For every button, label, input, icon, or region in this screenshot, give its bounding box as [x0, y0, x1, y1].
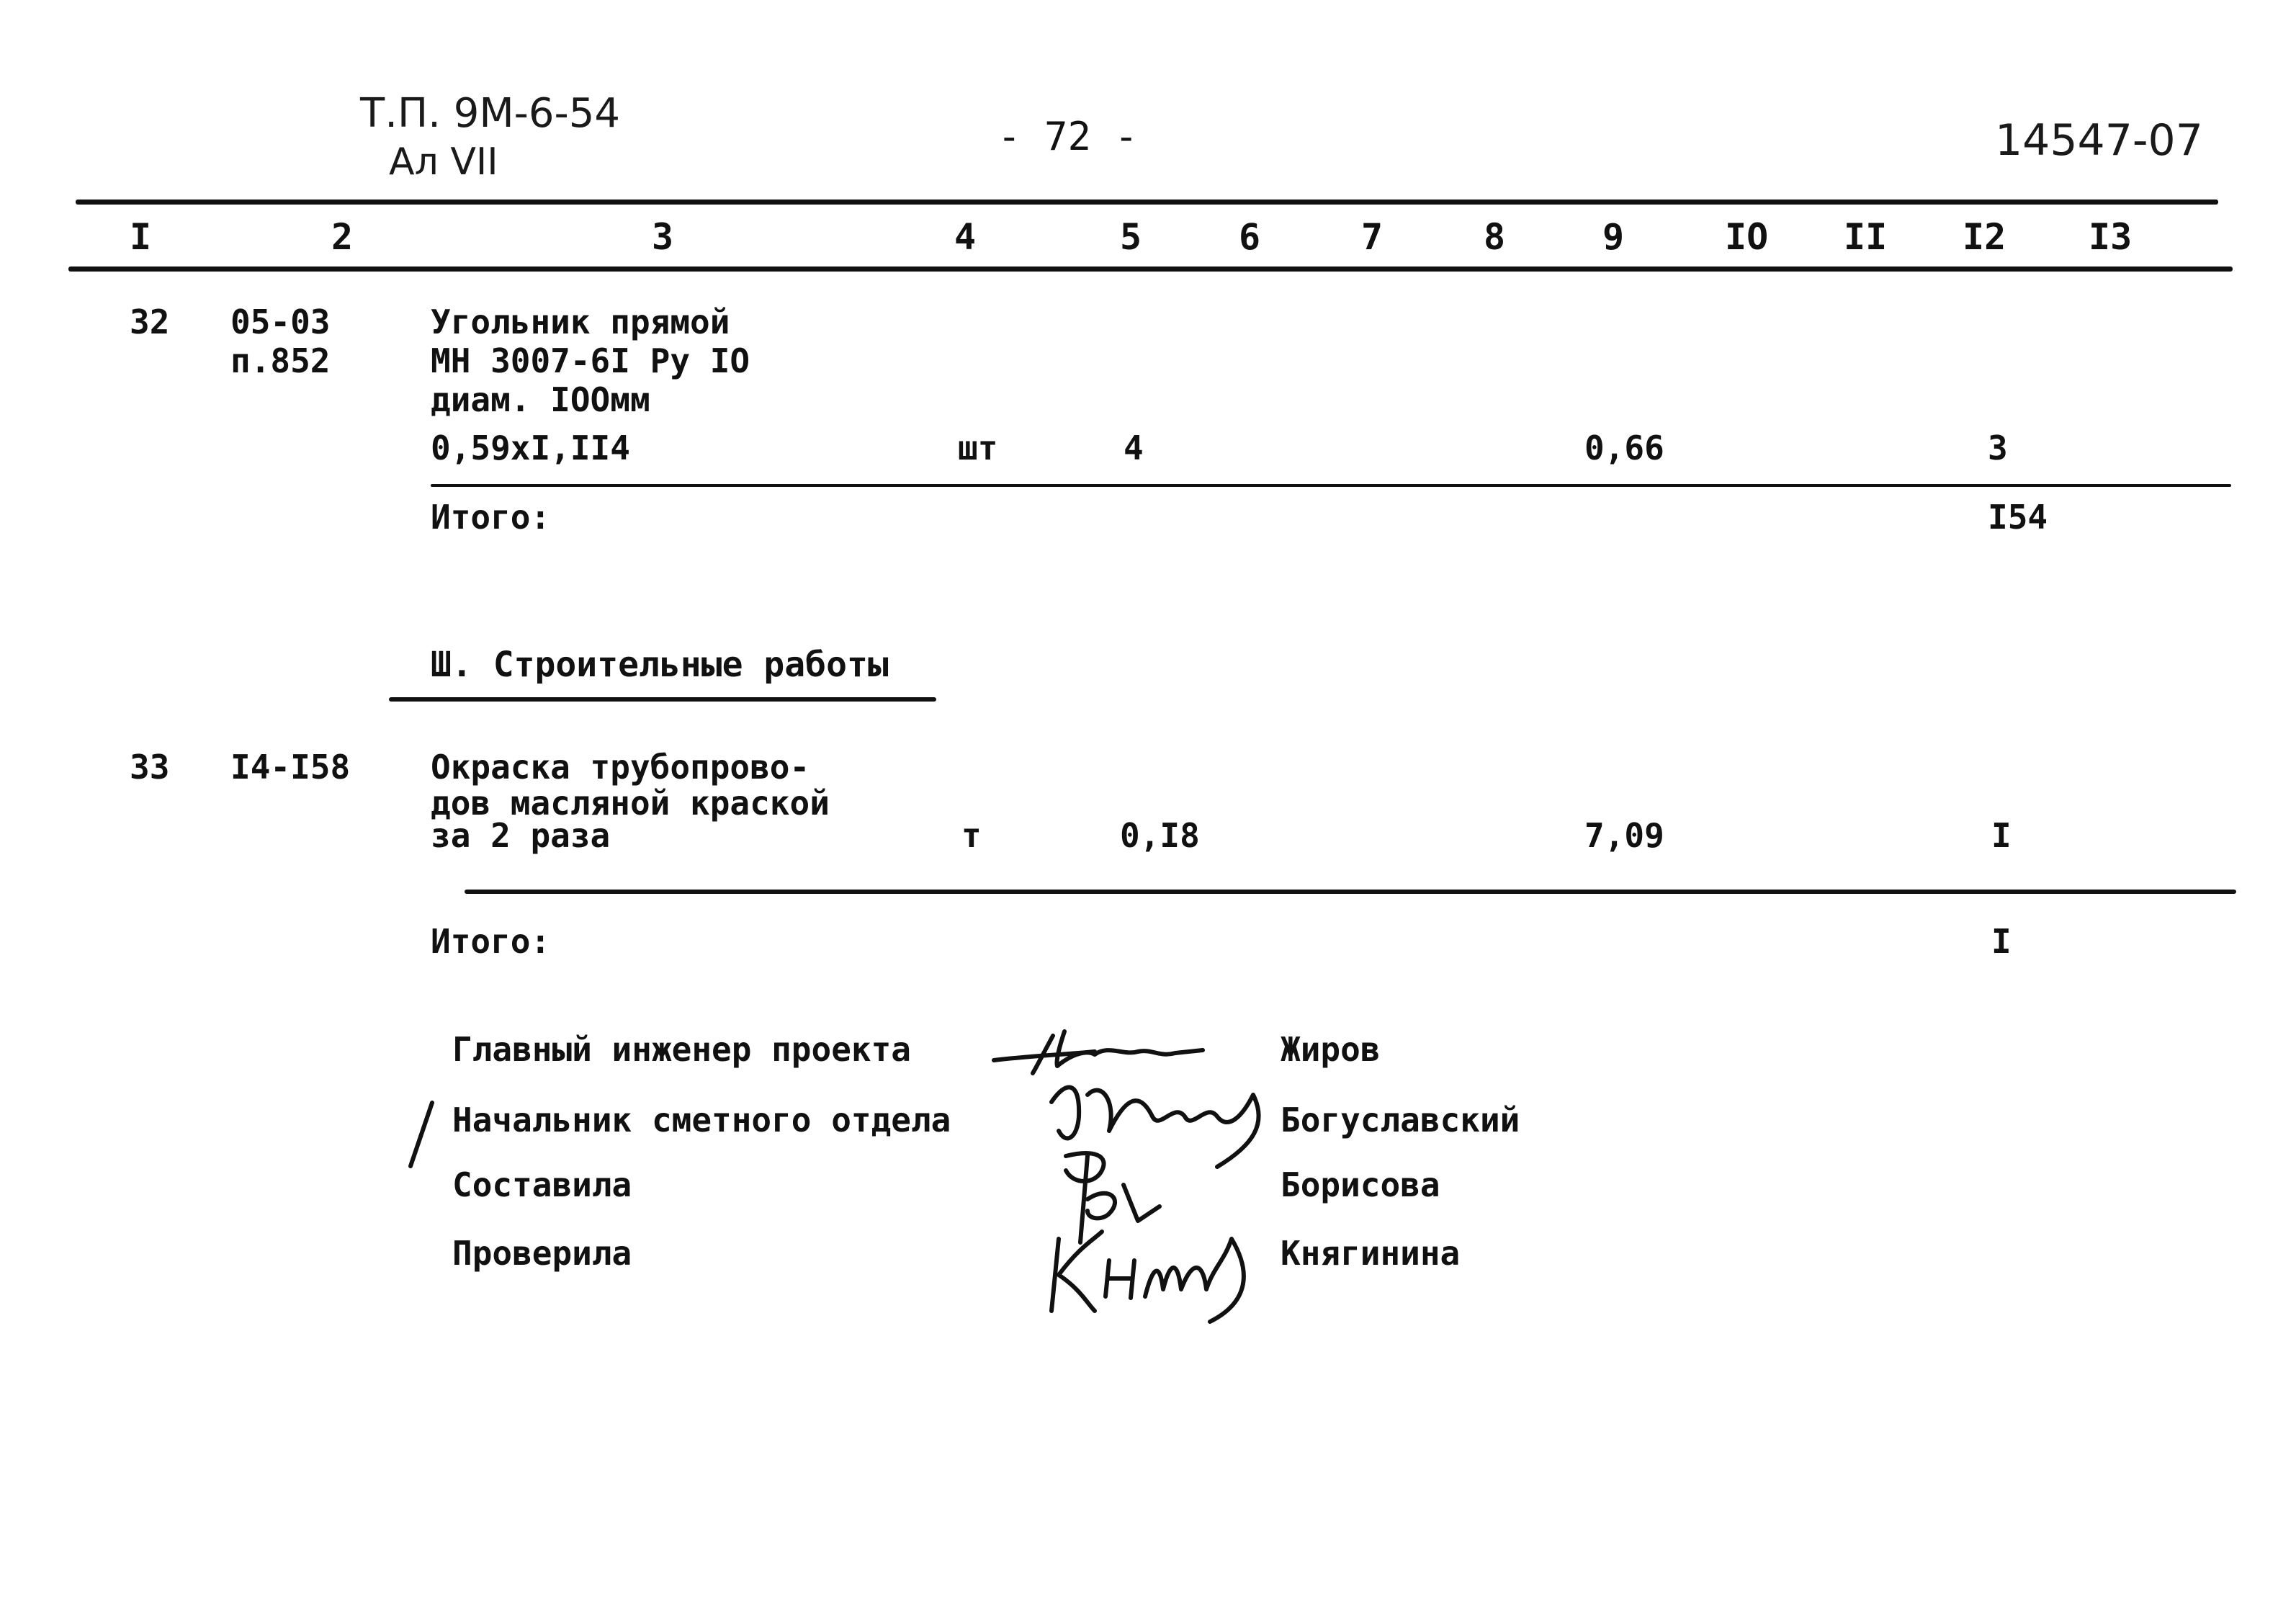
signer-name: Жиров [1281, 1030, 1381, 1069]
column-header: IO [1725, 216, 1769, 258]
price-cell: 7,09 [1584, 816, 1664, 855]
column-header: 7 [1361, 216, 1384, 258]
row-number: 32 [130, 303, 170, 341]
column-header: 2 [331, 216, 354, 258]
section-underline [389, 697, 936, 702]
row-number: 33 [130, 748, 170, 787]
album-number: Ал VII [389, 140, 498, 184]
margin-check-mark [403, 1098, 439, 1170]
header-bottom-rule [68, 266, 2233, 272]
column-header: 9 [1602, 216, 1625, 258]
item-description: Окраска трубопрово- [431, 748, 810, 787]
column-header: I [130, 216, 152, 258]
column-header: II [1844, 216, 1888, 258]
row-divider [431, 484, 2231, 487]
subtotal-label: Итого: [431, 498, 551, 537]
total-cell: I [1991, 816, 2012, 855]
item-description: МН 3007-6I Ру IO [431, 341, 750, 380]
quantity-cell: 0,I8 [1120, 816, 1200, 855]
total-cell: 3 [1988, 429, 2008, 467]
signature-reviewer [1037, 1217, 1275, 1325]
column-header: I2 [1963, 216, 2006, 258]
header-top-rule [76, 200, 2218, 205]
item-description: дов масляной краской [431, 784, 830, 823]
column-header: 4 [954, 216, 977, 258]
signer-name: Богуславский [1281, 1101, 1520, 1139]
signature-chief-engineer [987, 1023, 1224, 1080]
document-code: Т.П. 9М-6-54 [360, 90, 620, 137]
item-calculation: 0,59xI,II4 [431, 429, 630, 467]
price-cell: 0,66 [1584, 429, 1664, 467]
norm-code: 05-03 [230, 303, 331, 341]
subtotal-label: Итого: [431, 922, 551, 961]
archive-code: 14547-07 [1995, 115, 2203, 166]
section-title: Ш. Строительные работы [431, 645, 889, 685]
subtotal-value: I54 [1988, 498, 2048, 537]
column-header: 3 [652, 216, 674, 258]
signer-name: Княгинина [1281, 1234, 1461, 1273]
subtotal-value: I [1991, 922, 2012, 961]
page-number: - 72 - [997, 114, 1139, 159]
item-description: за 2 раза [431, 816, 611, 855]
signer-role: Главный инженер проекта [452, 1030, 911, 1069]
item-description: диам. IOOмм [431, 380, 650, 419]
signer-role: Начальник сметного отдела [452, 1101, 951, 1139]
signer-name: Борисова [1281, 1165, 1440, 1204]
signer-role: Составила [452, 1165, 632, 1204]
unit-cell: т [961, 816, 982, 855]
column-header: I3 [2089, 216, 2133, 258]
unit-cell: шт [958, 429, 998, 467]
column-header: 5 [1120, 216, 1142, 258]
quantity-cell: 4 [1124, 429, 1144, 467]
column-header: 6 [1239, 216, 1261, 258]
norm-paragraph: п.852 [230, 341, 331, 380]
signer-role: Проверила [452, 1234, 632, 1273]
column-header: 8 [1484, 216, 1506, 258]
norm-code: I4-I58 [230, 748, 351, 787]
row-divider [465, 890, 2236, 894]
item-description: Угольник прямой [431, 303, 730, 341]
